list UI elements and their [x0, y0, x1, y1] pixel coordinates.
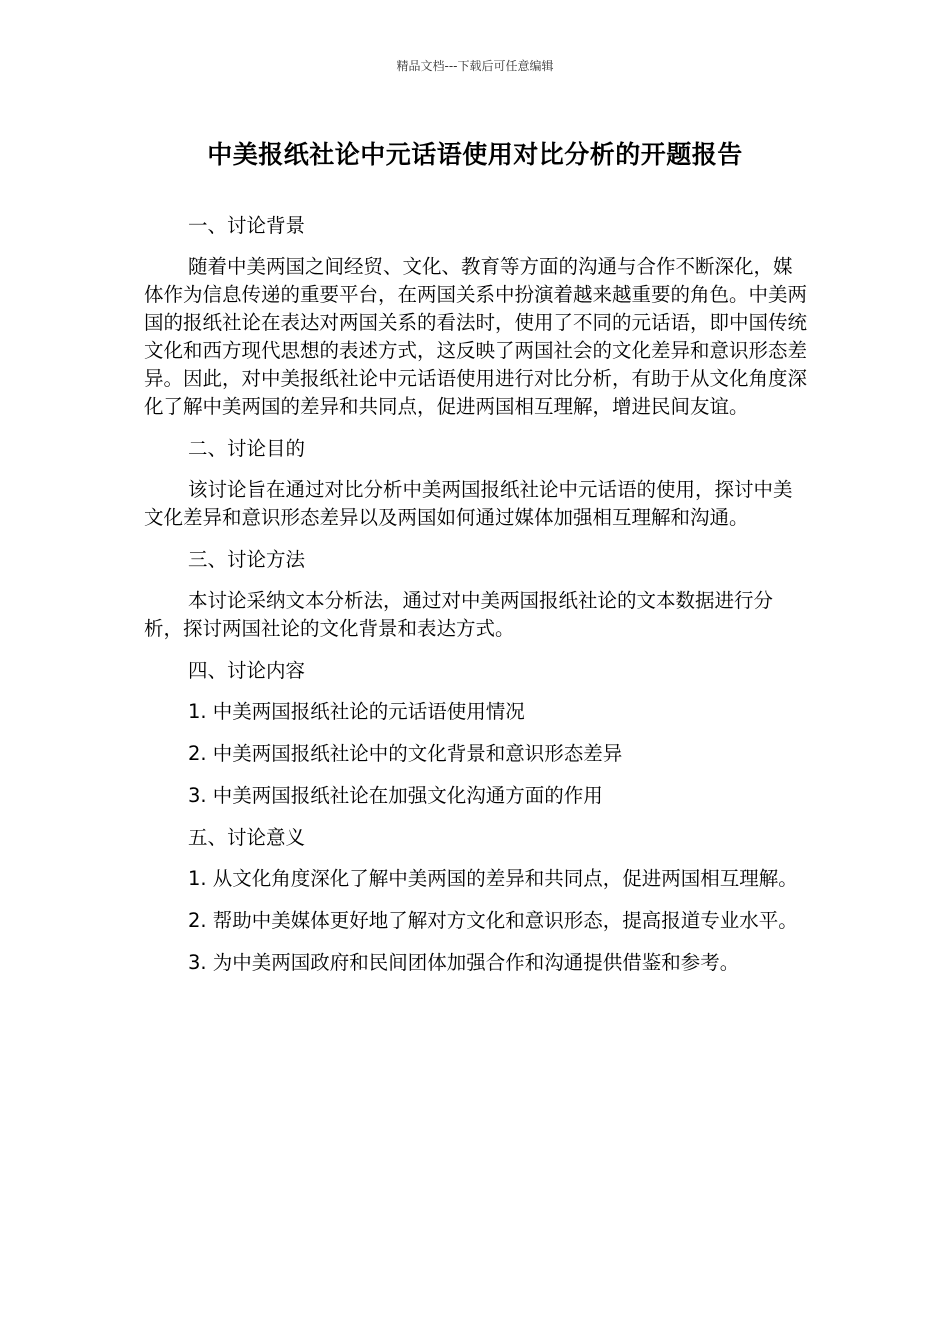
list-item: 1. 中美两国报纸社论的元话语使用情况 [188, 700, 525, 723]
list-item: 1. 从文化角度深化了解中美两国的差异和共同点，促进两国相互理解。 [188, 867, 798, 890]
document-body [144, 212, 808, 991]
section-body-method: 本讨论采纳文本分析法，通过对中美两国报纸社论的文本数据进行分析，探讨两国社论的文化背景和表达方式。 [144, 589, 774, 640]
section-heading-purpose: 二、讨论目的 [188, 437, 306, 460]
list-item: 3. 中美两国报纸社论在加强文化沟通方面的作用 [188, 784, 603, 807]
document-title: 中美报纸社论中元话语使用对比分析的开题报告 [207, 140, 743, 169]
header-note: 精品文档---下载后可任意编辑 [396, 59, 554, 73]
section-heading-method: 三、讨论方法 [188, 548, 306, 571]
list-item: 3. 为中美两国政府和民间团体加强合作和沟通提供借鉴和参考。 [188, 951, 740, 974]
section-body-purpose: 该讨论旨在通过对比分析中美两国报纸社论中元话语的使用，探讨中美文化差异和意识形态差异以及两国如何通过媒体加强相互理解和沟通。 [144, 478, 793, 529]
section-heading-significance: 五、讨论意义 [188, 826, 306, 849]
section-heading-background: 一、讨论背景 [188, 214, 306, 237]
section-heading-content: 四、讨论内容 [188, 659, 306, 682]
section-body-background: 随着中美两国之间经贸、文化、教育等方面的沟通与合作不断深化，媒体作为信息传递的重要平台，在两国关系中扮演着越来越重要的角色。中美两国的报纸社论在表达对两国关系的看法时，使用了不同的元话语，即中国传统文化和西方现代思想的表述方式，这反映了两国社会的文化差异和意识形态差异。因此，对中美报纸社论中元话语使用进行对比分析，有助于从文化角度深化了解中美两国的差异和共同点，促进两国相互理解，增进民间友谊。 [144, 255, 808, 418]
list-item: 2. 中美两国报纸社论中的文化背景和意识形态差异 [188, 742, 623, 765]
list-item: 2. 帮助中美媒体更好地了解对方文化和意识形态，提高报道专业水平。 [188, 909, 798, 932]
